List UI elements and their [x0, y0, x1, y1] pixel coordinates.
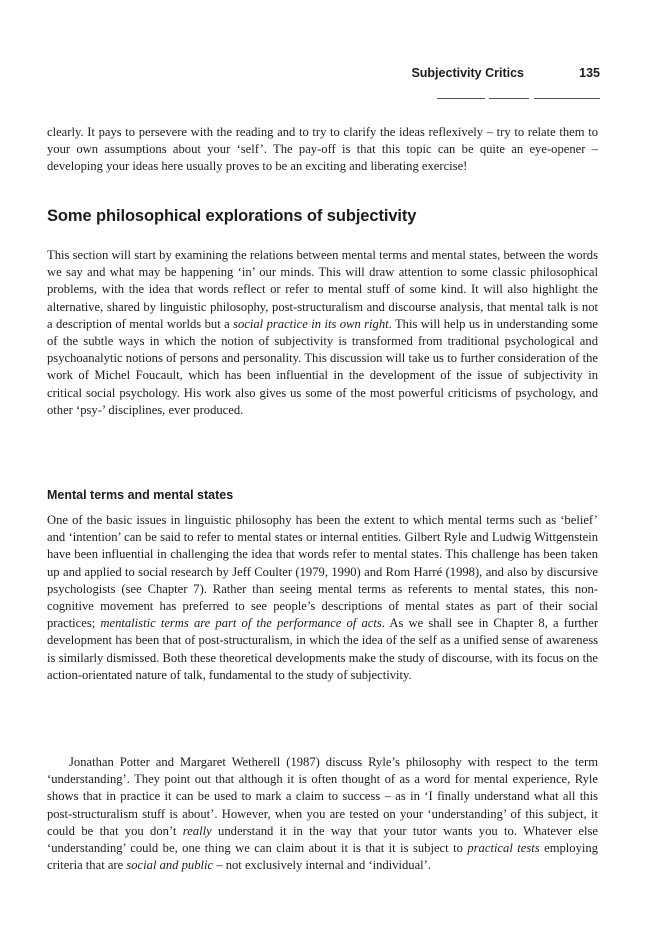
section-heading: Some philosophical explorations of subjectivity [47, 207, 417, 225]
emphasis-text: really [182, 823, 212, 838]
header-rule-segment [437, 98, 485, 99]
section-paragraph [47, 247, 598, 419]
text-run: One of the basic issues in linguistic philosophy has been the extent to which mental terms such as ‘belief’ and ‘intention’ can be said to refer to mental states or internal entities. Gilbert Ryle and Ludwig Wittgenstein have been influential in challenging the idea that words refer to mental states. This challenge has been taken up and applied to social research by Jeff Coulter (1979, 1990) and Rom Harré (1998), and also by discursive psychologists (see Chapter 7). Rather than seeing mental terms as referents to mental states, this non-cognitive movement has preferred to see people’s descriptions of mental states as part of their social practices; [47, 513, 598, 631]
emphasis-text: practical tests [467, 841, 540, 856]
page-number: 135 [579, 66, 600, 80]
text-run: Jonathan Potter and Margaret Wetherell (1987) discuss Ryle’s philosophy with respect to the term ‘understanding’. They point out that although it is often thought of as a word for mental experience, Ryle shows that in practice it can be used to mark a claim to success – as in ‘I finally understand what all this post-structuralism stuff is about’. However, when you are tested on your ‘understanding’ of this subject, it could be that you don’t [47, 755, 598, 838]
subsection-paragraph-2 [47, 754, 598, 874]
text-run: – not exclusively internal and ‘individual’. [213, 858, 431, 873]
subsection-paragraph-1 [47, 512, 598, 684]
running-head [47, 64, 600, 84]
text-run: employing criteria that are [47, 841, 598, 873]
intro-paragraph: clearly. It pays to persevere with the reading and to try to clarify the ideas reflexively – try to relate them to your own assumptions about your ‘self’. The pay-off is that this topic can be quite an eye-opener – developing your ideas here usually proves to be an exciting and liberating exercise! [47, 125, 598, 174]
subsection-heading: Mental terms and mental states [47, 488, 234, 502]
text-run: . As we shall see in Chapter 8, a further development has been that of post-structuralism, in which the idea of the self as a unified sense of awareness is similarly dismissed. Both these theoretical developments make the study of discourse, with its focus on the action-orientated nature of talk, fundamental to the study of subjectivity. [47, 616, 599, 682]
header-rule-segment [489, 98, 529, 99]
emphasis-text: mentalistic terms are part of the performance of acts [100, 616, 382, 631]
text-run: understand it in the way that your tutor wants you to. Whatever else ‘understanding’ could be, one thing we can claim about it is that it is subject to [47, 823, 598, 856]
text-run: . This will help us in understanding some of the subtle ways in which the notion of subjectivity is transformed from traditional psychological and psychoanalytic notions of persons and personality. This discussion will take us to further consideration of the work of Michel Foucault, which has been influential in the development of the issue of subjectivity in critical social psychology. His work also gives us some of the most powerful criticisms of psychology, and other ‘psy-’ disciplines, ever produced. [47, 316, 598, 417]
emphasis-text: social practice in its own right [233, 316, 389, 331]
emphasis-text: social and public [126, 858, 214, 873]
running-head-title: Subjectivity Critics [411, 66, 524, 80]
header-rule-segment [534, 98, 600, 99]
text-run: This section will start by examining the relations between mental terms and mental states, between the words we say and what may be happening ‘in’ our minds. This will draw attention to some classic philosophical problems, with the idea that words reflect or refer to mental stuff of some kind. It will also highlight the alternative, shared by linguistic philosophy, post-structuralism and discourse analysis, that mental talk is not a description of mental worlds but a [47, 248, 598, 331]
